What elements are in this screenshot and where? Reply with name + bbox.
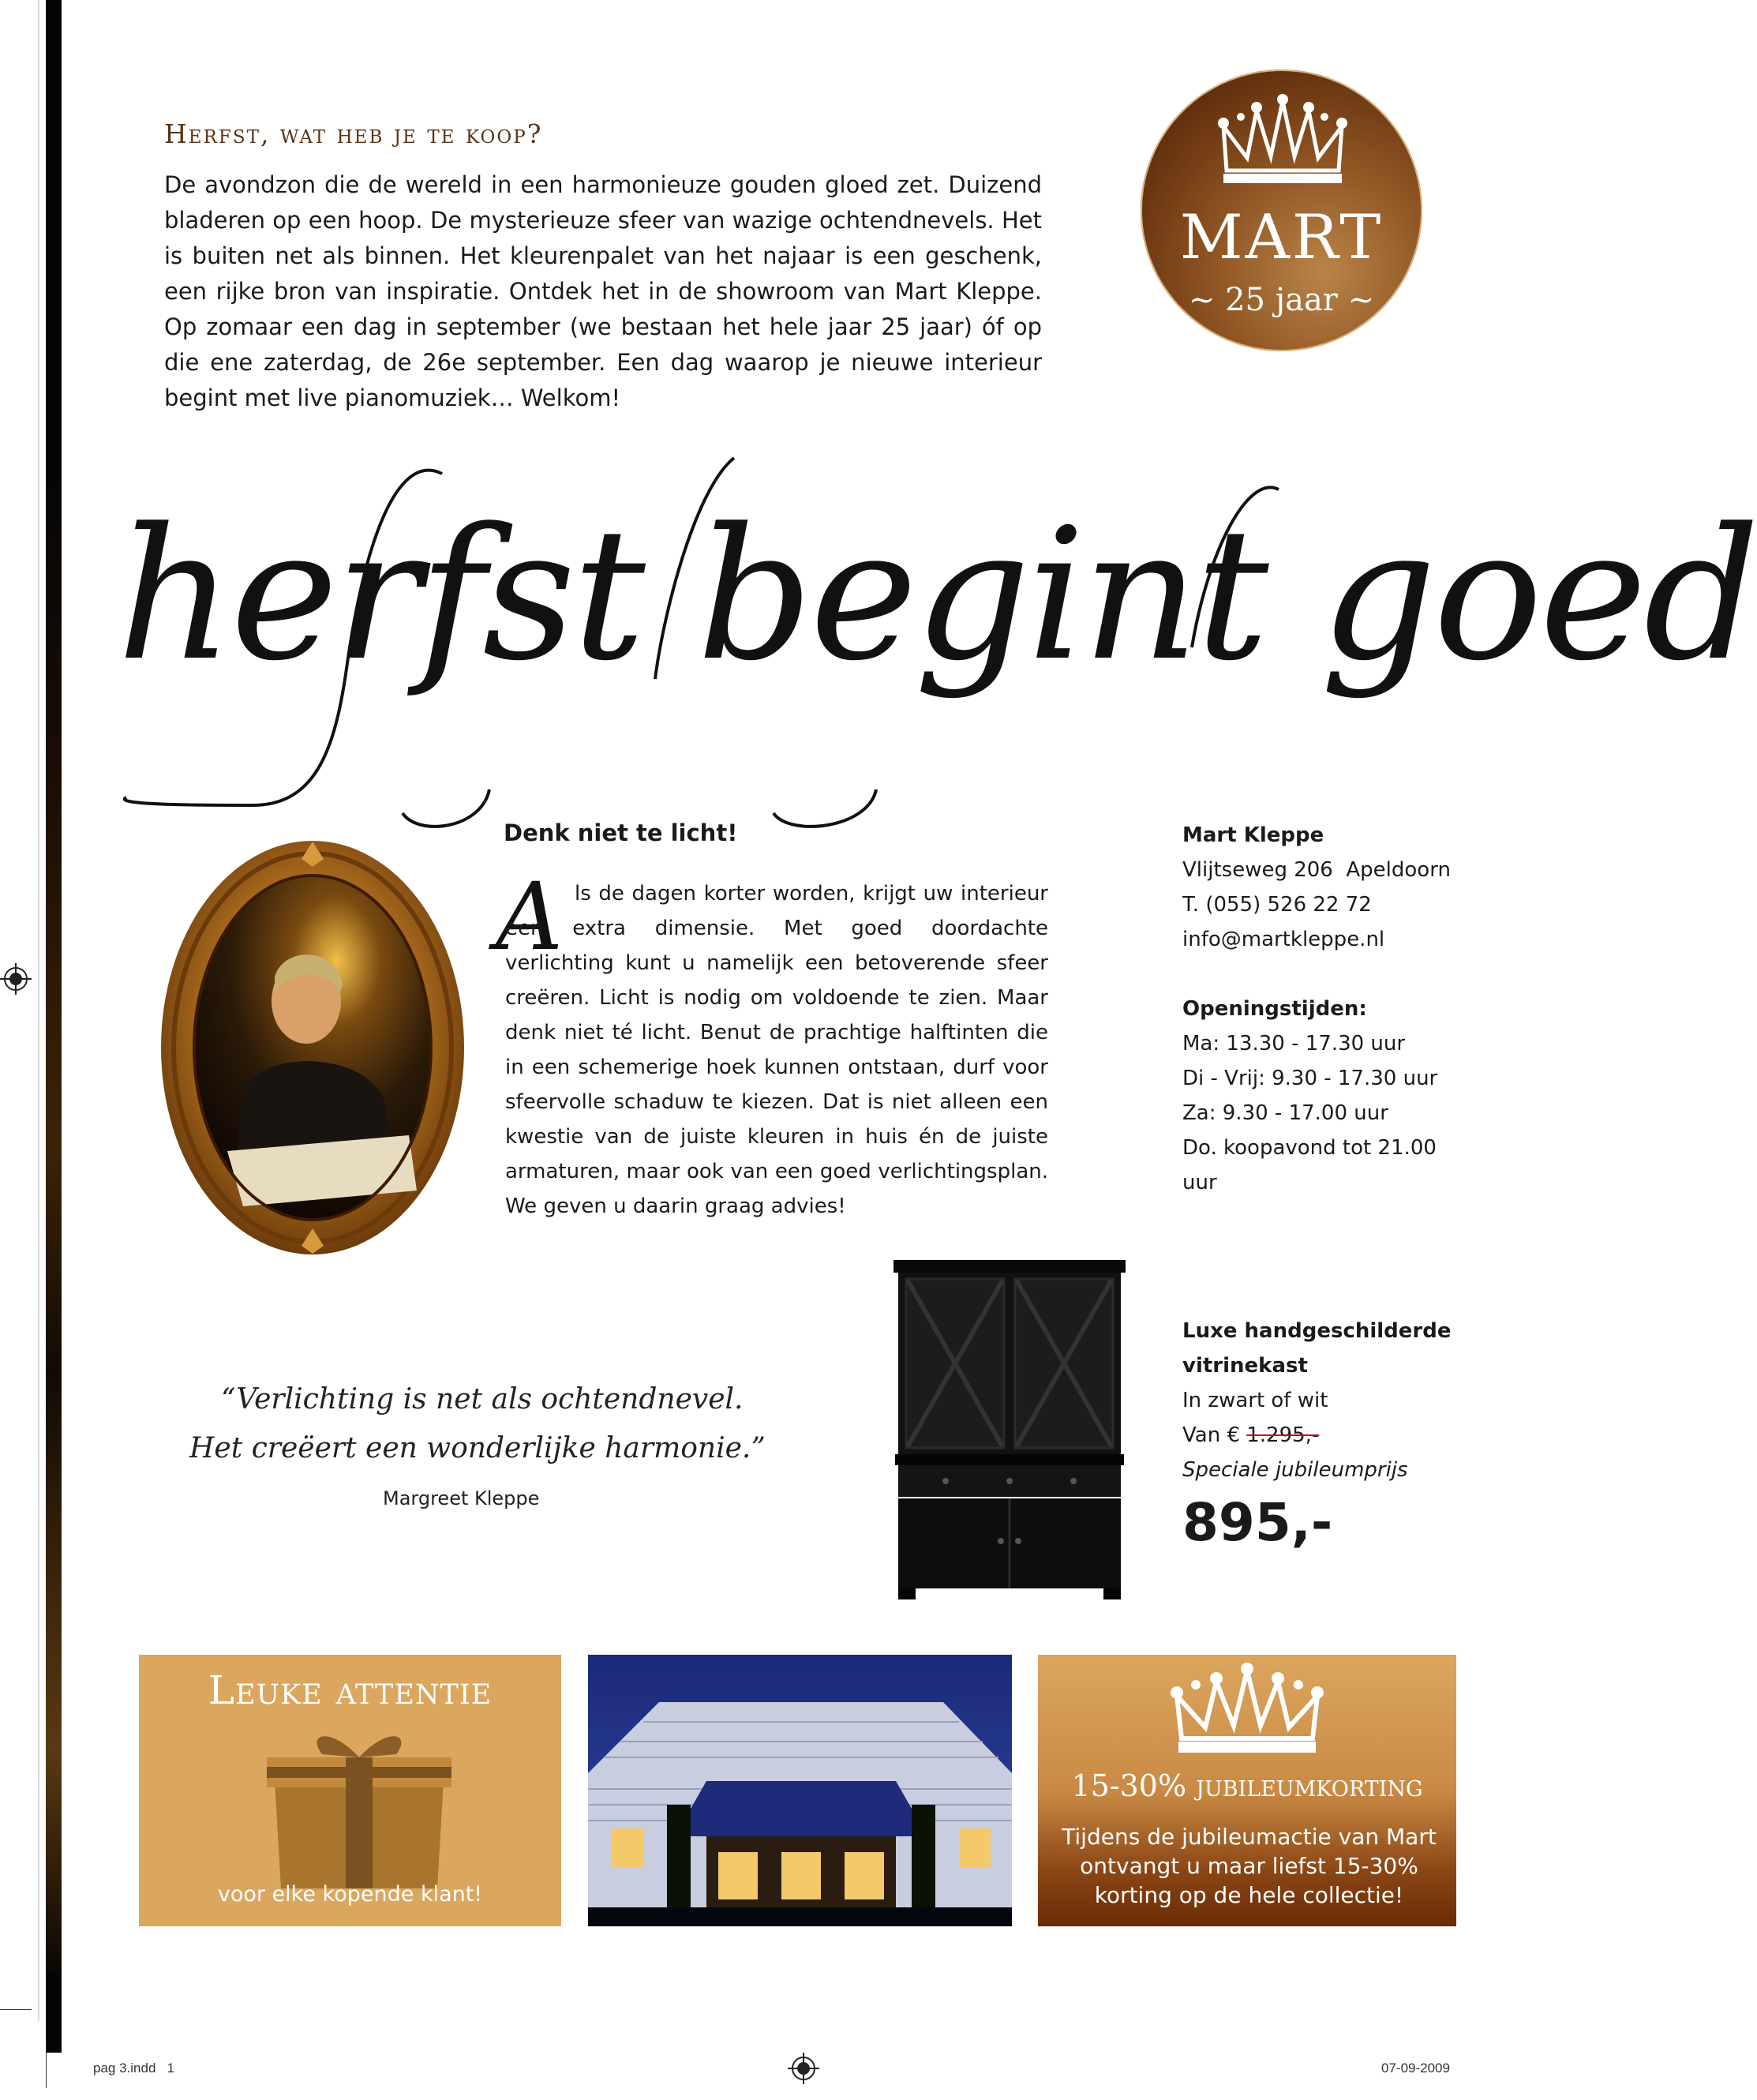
contact-name: Mart Kleppe (1182, 823, 1324, 847)
product-price-note: Speciale jubileumprijs (1182, 1458, 1408, 1482)
quote-author: Margreet Kleppe (383, 1487, 540, 1509)
opening-hours-row: Di - Vrij: 9.30 - 17.30 uur (1182, 1067, 1438, 1090)
opening-hours-row: Do. koopavond tot 21.00 uur (1182, 1136, 1437, 1194)
discount-panel-text: Tijdens de jubileumactie van Mart ontvangt u maar liefst 15-30% korting op de hele collectie! (1062, 1824, 1437, 1908)
quote-line: Het creëert een wonderlijke harmonie.” (189, 1432, 766, 1464)
product-color-options: In zwart of wit (1182, 1389, 1328, 1412)
crop-mark (46, 2041, 47, 2088)
slug-filename: pag 3.indd 1 (93, 2061, 175, 2076)
gift-box-icon (251, 1726, 467, 1892)
contact-address: Vlijtseweg 206 Apeldoorn (1182, 858, 1451, 882)
showroom-photo (588, 1655, 1012, 1926)
crown-icon (1164, 1664, 1330, 1757)
gift-panel-title: Leuke attentie (208, 1667, 493, 1713)
script-title: herfst begint goed (117, 490, 1757, 701)
intro-heading: Herfst, wat heb je te koop? (164, 118, 543, 149)
opening-hours-row: Ma: 13.30 - 17.30 uur (1182, 1032, 1406, 1056)
cabinet-product-image (890, 1257, 1129, 1601)
opening-hours-heading: Openingstijden: (1182, 997, 1367, 1021)
gift-panel-text: voor elke kopende klant! (217, 1882, 483, 1907)
contact-email[interactable]: info@martkleppe.nl (1182, 928, 1385, 951)
article-heading: Denk niet te licht! (504, 819, 738, 846)
struck-old-price: 1.295,- (1246, 1423, 1320, 1447)
registration-mark-icon (0, 963, 32, 995)
slug-date: 07-09-2009 (1381, 2061, 1450, 2076)
quote-line: “Verlichting is net als ochtendnevel. (221, 1383, 744, 1416)
price-from-label: Van € (1182, 1423, 1247, 1447)
crop-mark (0, 2009, 32, 2010)
edge-strip-gradient (46, 474, 62, 1974)
discount-panel-title: 15-30% jubileumkorting (1071, 1768, 1423, 1803)
intro-paragraph: De avondzon die de wereld in een harmonieuze gouden gloed zet. Duizend bladeren op een hoop. De mysterieuze sfeer van wazige ochtendnevels. Het is buiten net als binnen. Het kleurenpalet van het najaar is een geschenk, een rijke bron van inspiratie. Ontdek het in de showroom van Mart Kleppe. Op zomaar een dag in september (we bestaan het hele jaar 25 jaar) óf op die ene zaterdag, de 26e september. Een dag waarop je nieuwe interieur begint met live pianomuziek… Welkom! (164, 171, 1042, 411)
crown-icon (1216, 95, 1350, 189)
product-name: Luxe handgeschilderde (1182, 1319, 1452, 1343)
portrait-photo-frame (156, 835, 469, 1260)
registration-mark-icon (788, 2053, 819, 2084)
product-name: vitrinekast (1182, 1354, 1308, 1378)
article-paragraph: ls de dagen korter worden, krijgt uw interieur een extra dimensie. Met goed doordachte verlichting kunt u namelijk een betoverende sfeer creëren. Licht is nodig om voldoende te zien. Maar denk niet té licht. Benut de prachtige halftinten die in een schemerige hoek kunnen ontstaan, durf voor sfeervolle schaduw te kiezen. Dat is niet alleen een kwestie van de juiste kleuren in huis én de juiste armaturen, maar ook van een goed verlichtingsplan. We geven u daarin graag advies! (505, 882, 1048, 1218)
article-dropcap: A (496, 862, 564, 971)
badge-subtitle: ~ 25 jaar ~ (1188, 282, 1375, 318)
contact-phone: T. (055) 526 22 72 (1182, 893, 1372, 917)
edge-hairline (38, 0, 39, 2021)
product-original-price (1182, 1418, 1319, 1453)
badge-title: MART (1179, 202, 1384, 273)
product-price: 895,- (1182, 1492, 1333, 1553)
opening-hours-row: Za: 9.30 - 17.00 uur (1182, 1101, 1388, 1125)
